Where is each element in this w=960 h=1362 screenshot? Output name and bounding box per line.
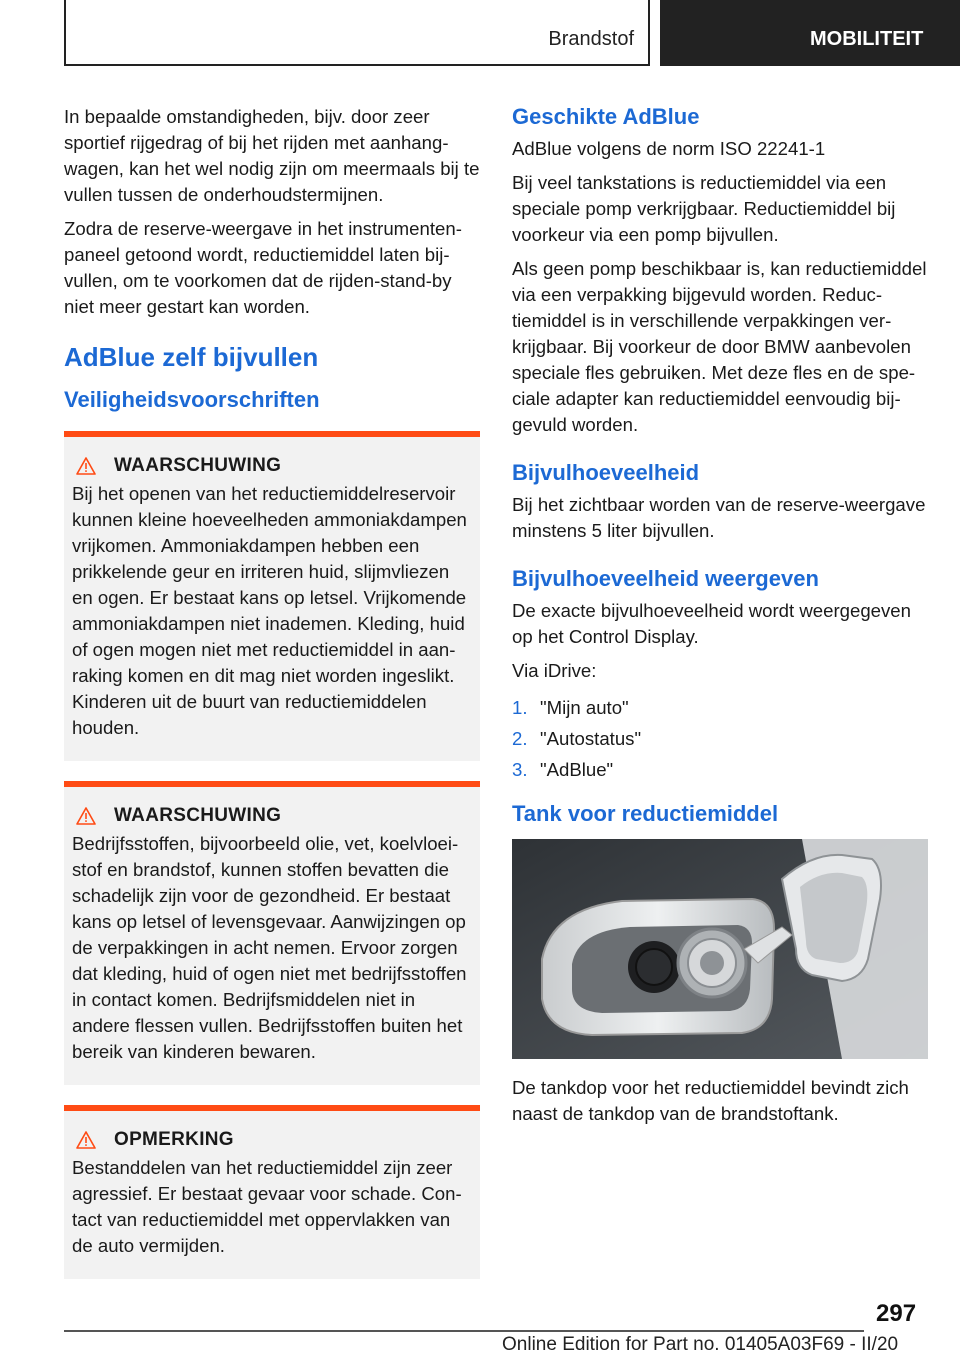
subsection-heading: Bijvulhoeveelheid weergeven [512, 566, 819, 591]
idrive-steps [512, 692, 928, 785]
footer-edition-text: Online Edition for Part no. 01405A03F69 - II/20 [502, 1334, 899, 1355]
warning-triangle-icon [76, 457, 96, 475]
notice-box [64, 1105, 480, 1279]
warning-title: WAARSCHUWING [114, 455, 282, 476]
footer-divider [64, 1330, 864, 1332]
warning-text: Bij het openen van het reductiemiddelreservoir kunnen kleine hoeveelheden ammoniakdampen vrijkomen. Ammoniakdampen hebben een prikkelende geur en irriteren huid, slijmvliezen en ogen. Er bestaat kans op letsel. Vrijkomende ammoniakdampen niet inademen. Kleding, huid of ogen mogen niet met reductiemiddel in aanraking komen en dit mag niet worden ingeslikt. Kinderen uit de buurt van reductiemiddelen houden. [72, 483, 467, 738]
page-number: 297 [876, 1300, 917, 1327]
warning-box [64, 431, 480, 761]
subsection-heading: Bijvulhoeveelheid [512, 460, 700, 485]
header-chapter-title: MOBILITEIT [810, 28, 924, 50]
notice-title: OPMERKING [114, 1129, 234, 1150]
list-item: 3. "AdBlue" [512, 759, 614, 780]
header-section-title: Brandstof [548, 28, 634, 50]
left-column [64, 104, 480, 1299]
body-paragraph: De exacte bijvulhoeveelheid wordt weergegeven op het Control Display. [512, 600, 911, 647]
body-paragraph: AdBlue volgens de norm ISO 22241-1 [512, 138, 826, 159]
warning-box [64, 781, 480, 1085]
body-paragraph: Als geen pomp beschikbaar is, kan reductiemiddel via een verpakking bijgevuld worden. Reductiemiddel is in verschillende verpakkingen verkrijgbaar. Bij voorkeur de door BMW aanbevolen speciale fles gebruiken. Met deze fles en de speciale adapter kan reductiemiddel eenvoudig bijgevuld worden. [512, 258, 927, 435]
subsection-heading: Veiligheidsvoorschriften [64, 387, 320, 412]
warning-title: WAARSCHUWING [114, 805, 282, 826]
list-item: 2. "Autostatus" [512, 728, 642, 749]
adblue-tank-photo [512, 839, 928, 1059]
body-paragraph: Bij het zichtbaar worden van de reserve-weergave minstens 5 liter bijvullen. [512, 494, 926, 541]
intro-paragraph: Zodra de reserve-weergave in het instrumentenpaneel getoond wordt, reductiemiddel laten bijvullen, om te voorkomen dat de rijden-stand-by niet meer gestart kan worden. [64, 218, 462, 317]
photo-caption: De tankdop voor het reductiemiddel bevindt zich naast de tankdop van de brandstoftank. [512, 1077, 909, 1124]
warning-triangle-icon [76, 807, 96, 825]
section-heading: AdBlue zelf bijvullen [64, 342, 319, 372]
header-section-tab [64, 0, 650, 66]
body-paragraph: Via iDrive: [512, 660, 597, 681]
subsection-heading: Geschikte AdBlue [512, 104, 700, 129]
warning-triangle-icon [76, 1131, 96, 1149]
warning-text: Bedrijfsstoffen, bijvoorbeeld olie, vet, koelvloeistof en brandstof, kunnen stoffen bevatten die schadelijk zijn voor de gezondheid. Er bestaat kans op letsel of levensgevaar. Aanwijzingen op de verpakkingen in acht nemen. Ervoor zorgen dat kleding, huid of ogen niet met bedrijfsstoffen in contact komen. Bedrijfsmiddelen niet in andere flessen vullen. Bedrijfsstoffen buiten het bereik van kinderen bewaren. [72, 833, 467, 1062]
subsection-heading: Tank voor reductiemiddel [512, 801, 779, 826]
list-item: 1. "Mijn auto" [512, 697, 629, 718]
notice-text: Bestanddelen van het reductiemiddel zijn zeer agressief. Er bestaat gevaar voor schade. Contact van reductiemiddel met oppervlakken van de auto vermijden. [72, 1157, 462, 1256]
header-chapter-tab [660, 0, 960, 66]
right-column [512, 104, 928, 1135]
body-paragraph: Bij veel tankstations is reductiemiddel via een speciale pomp verkrijgbaar. Reductiemiddel bij voorkeur via een pomp bijvullen. [512, 172, 896, 245]
intro-paragraph: In bepaalde omstandigheden, bijv. door zeer sportief rijgedrag of bij het rijden met aanhangwagen, kan het wel nodig zijn om meermaals bij te vullen tussen de onderhoudstermijnen. [64, 106, 480, 205]
